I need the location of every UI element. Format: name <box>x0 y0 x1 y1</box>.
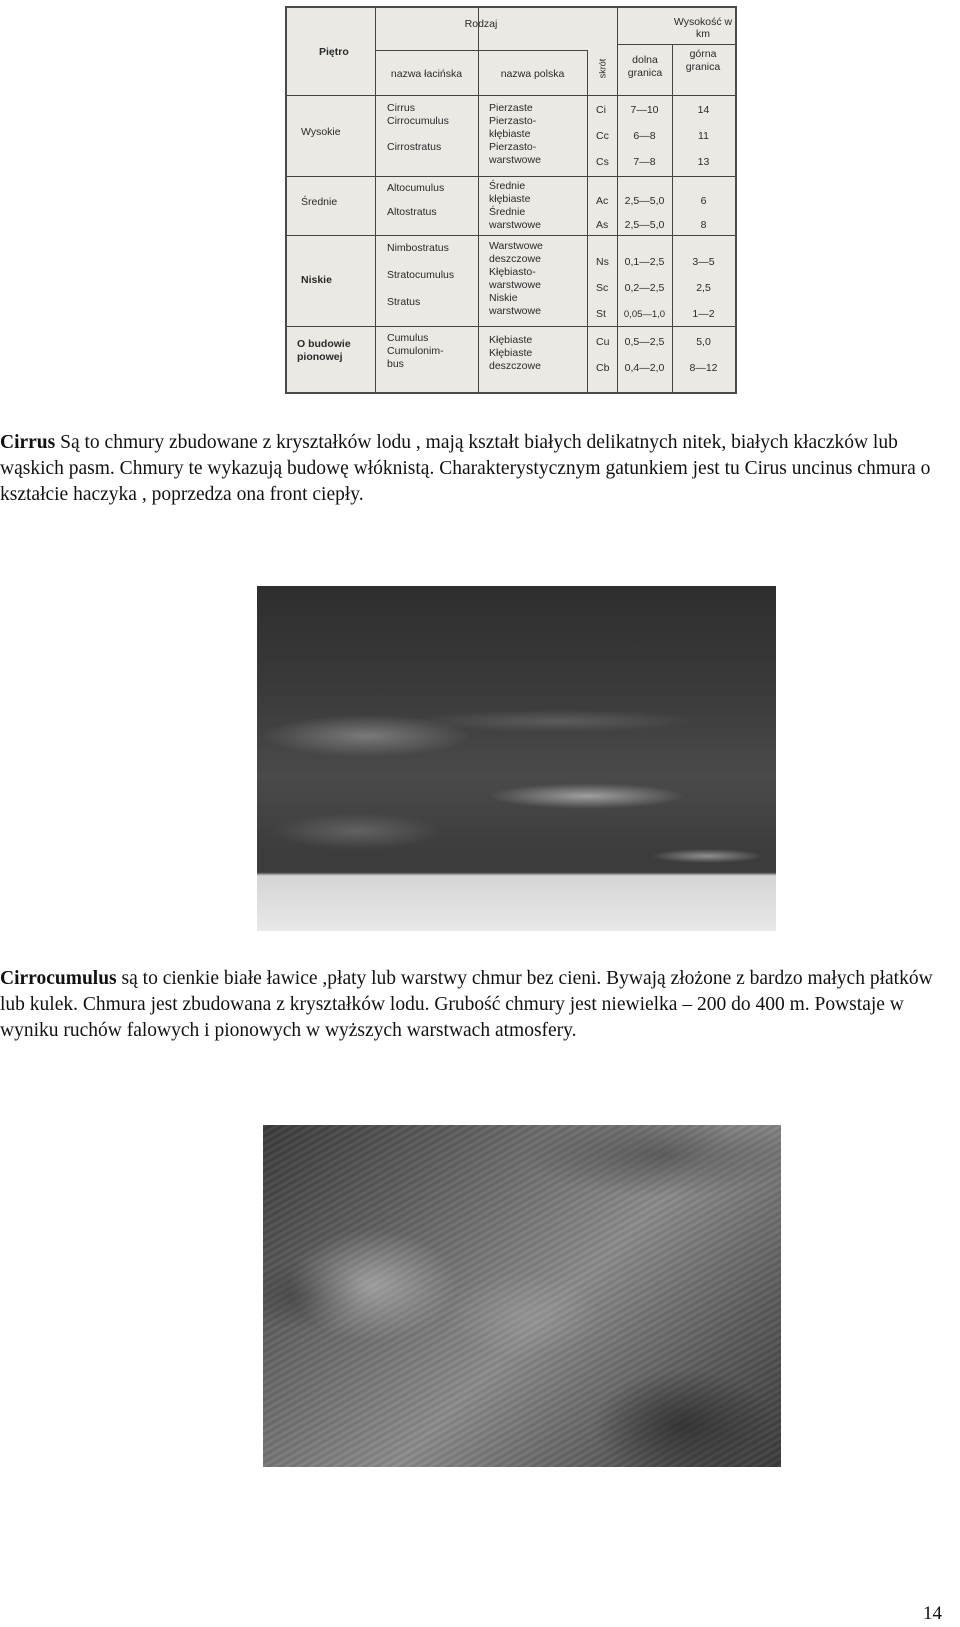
header-polish: nazwa polska <box>500 68 565 80</box>
cell-gorna: 6 <box>700 195 707 207</box>
cell-code: Cb <box>596 362 610 374</box>
cirrus-photo <box>257 586 776 931</box>
cirrus-description: Są to chmury zbudowane z kryształków lodu , mają kształt białych delikatnych nitek, białych kłaczków lub wąskich pasm. Chmury te wykazują budowę włóknistą. Charakterystycznym gatunkiem jest tu Cirus uncinus chmura o kształcie haczyka , poprzedza ona front ciepły. <box>0 432 931 505</box>
cell-polish: Kłębiaste <box>489 347 533 359</box>
cell-polish: Pierzaste <box>489 102 533 114</box>
cell-polish: Kłębiasto- <box>489 266 536 278</box>
cell-polish: warstwowe <box>489 279 541 291</box>
cell-polish: deszczowe <box>489 360 541 372</box>
table-line <box>287 176 735 177</box>
table-line <box>287 235 735 236</box>
cell-gorna: 2,5 <box>696 282 711 294</box>
cell-dolna: 0,05—1,0 <box>623 309 666 320</box>
cell-dolna: 2,5—5,0 <box>624 219 665 231</box>
cell-dolna: 7—10 <box>630 104 659 116</box>
cell-latin: Cirrocumulus <box>387 115 449 127</box>
table-line <box>375 50 587 51</box>
table-line <box>617 44 735 45</box>
cell-gorna: 3—5 <box>692 256 715 268</box>
cell-dolna: 0,5—2,5 <box>624 336 665 348</box>
cell-gorna: 8—12 <box>689 362 718 374</box>
cell-code: As <box>596 219 609 231</box>
header-latin: nazwa łacińska <box>390 68 463 80</box>
table-line <box>478 8 479 392</box>
cell-dolna: 7—8 <box>633 156 656 168</box>
cell-polish: warstwowe <box>489 219 541 231</box>
cell-dolna: 6—8 <box>633 130 656 142</box>
cell-latin: Stratus <box>387 296 421 308</box>
cell-code: Ns <box>596 256 609 268</box>
cell-polish: Niskie <box>489 292 518 304</box>
cell-gorna: 11 <box>698 130 709 142</box>
cell-latin: Stratocumulus <box>387 269 455 281</box>
cell-latin: Cumulonim- <box>387 345 444 357</box>
cell-polish: Warstwowe <box>489 240 543 252</box>
cell-polish: Średnie <box>489 180 526 192</box>
cell-latin: bus <box>387 358 404 370</box>
row-pietro: O budowie pionowej <box>297 338 351 363</box>
cirrocumulus-description: są to cienkie białe ławice ,płaty lub warstwy chmur bez cieni. Bywają złożone z bardzo małych płatków lub kulek. Chmura jest zbudowana z kryształków lodu. Grubość chmury jest niewielka – 200 do 400 m. Powstaje w wyniku ruchów falowych i pionowych w wyższych warstwach atmosfery. <box>0 968 933 1041</box>
header-wysokosc: Wysokość w km <box>673 16 733 40</box>
cirrocumulus-term: Cirrocumulus <box>0 968 117 989</box>
cell-latin: Cumulus <box>387 332 429 344</box>
cirrus-paragraph <box>0 430 945 508</box>
cell-code: Sc <box>596 282 609 294</box>
cell-code: Ci <box>596 104 606 116</box>
table-line <box>287 95 735 96</box>
cell-polish: Pierzasto- <box>489 141 537 153</box>
cell-code: Ac <box>596 195 609 207</box>
cirrus-term: Cirrus <box>0 432 56 453</box>
cell-dolna: 0,2—2,5 <box>624 282 665 294</box>
cell-polish: Średnie <box>489 206 526 218</box>
cell-code: Cc <box>596 130 609 142</box>
cell-gorna: 8 <box>700 219 707 231</box>
cell-code: Cu <box>596 336 610 348</box>
page-number: 14 <box>923 1603 942 1624</box>
cirrocumulus-photo <box>263 1125 781 1467</box>
cell-polish: warstwowe <box>489 305 541 317</box>
cell-code: St <box>596 308 606 320</box>
cell-latin: Nimbostratus <box>387 242 449 254</box>
header-gorna: górna granica <box>685 48 721 73</box>
row-pietro: Niskie <box>301 274 332 286</box>
cell-polish: deszczowe <box>489 253 541 265</box>
header-rodzaj: Rodzaj <box>464 18 498 30</box>
cell-latin: Cirrus <box>387 102 415 114</box>
cloud-classification-table <box>285 6 737 394</box>
cell-dolna: 0,1—2,5 <box>624 256 665 268</box>
cell-dolna: 0,4—2,0 <box>624 362 665 374</box>
cell-polish: kłębiaste <box>489 128 531 140</box>
cell-dolna: 2,5—5,0 <box>624 195 665 207</box>
cell-code: Cs <box>596 156 609 168</box>
table-line <box>375 8 376 392</box>
table-line <box>587 50 588 392</box>
cirrocumulus-paragraph <box>0 966 945 1044</box>
header-dolna: dolna granica <box>627 54 663 79</box>
cell-gorna: 14 <box>697 104 710 116</box>
cell-latin: Altostratus <box>387 206 437 218</box>
cell-latin: Altocumulus <box>387 182 445 194</box>
cell-polish: Kłębiaste <box>489 334 533 346</box>
header-skrot: skrót <box>597 58 608 79</box>
row-pietro: Średnie <box>301 196 338 208</box>
table-line <box>287 326 735 327</box>
cell-latin: Cirrostratus <box>387 141 442 153</box>
cell-polish: warstwowe <box>489 154 541 166</box>
cell-polish: Pierzasto- <box>489 115 537 127</box>
cell-gorna: 1—2 <box>692 308 715 320</box>
header-pietro: Piętro <box>319 46 349 58</box>
cell-polish: kłębiaste <box>489 193 531 205</box>
cell-gorna: 13 <box>697 156 710 168</box>
row-pietro: Wysokie <box>301 126 341 138</box>
cell-gorna: 5,0 <box>696 336 711 348</box>
